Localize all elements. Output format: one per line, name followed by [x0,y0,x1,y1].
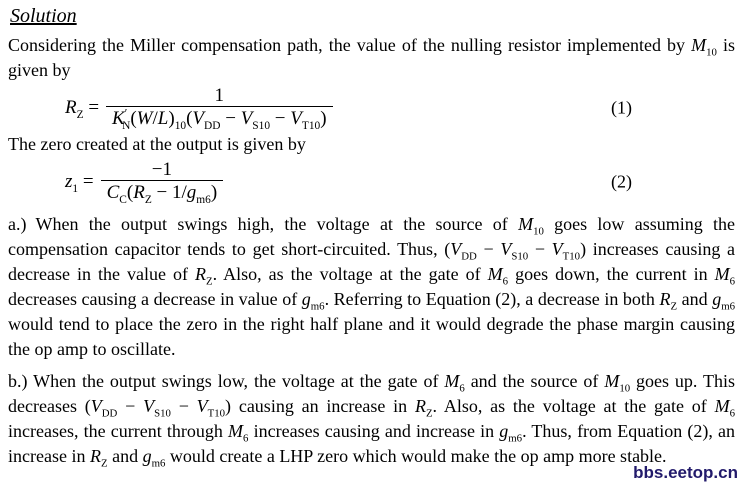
equation-2-numerator: −1 [151,159,172,180]
equation-2-denominator: $C_C(R_Z - 1/g_{m6})$ [101,180,224,205]
equation-2-fraction [101,159,224,205]
paragraph-a: a.) When the output swings high, the voltage at the source of $M_{10}$ goes low assuming the compensation capacitor tends to get short-circuited. Thus, $(V_{DD} - V_{S10} - V_{T10})$ increases causing a decrease in the value of $R_Z$. Also, as the voltage at the gate of $M_6$ goes down, the current in $M_6$ decreases causing a decrease in value of $g_{m6}$. Referring to Equation (2), a decrease in both $R_Z$ and $g_{m6}$ would tend to place the zero in the right half plane and it would degrade the phase margin causing the op amp to oscillate. [8,214,736,359]
paragraph-b: b.) When the output swings low, the voltage at the gate of $M_6$ and the source of $M_{10}$ goes up. This decreases $(V_{DD} - V_{S10} - V_{T10})$ causing an increase in $R_Z$. Also, as the voltage at the gate of $M_6$ increases, the current through $M_6$ increases causing and increase in $g_{m6}$. Thus, from Equation (2), an increase in $R_Z$ and $g_{m6}$ would create a LHP zero which would make the op amp more stable. [8,371,736,470]
equation-2 [65,159,735,205]
equation-1-numerator: 1 [214,85,225,106]
intro-paragraph: Considering the Miller compensation path, the value of the nulling resistor implemented by $M_{10}$ is given by [8,35,735,80]
equation-2-lhs: $z_1$ = [65,171,94,195]
zero-statement: The zero created at the output is given by [8,134,306,154]
equation-2-number: (2) [611,171,632,192]
equation-1-number: (1) [611,97,632,118]
equation-1-lhs: $R_Z$ = [65,97,100,121]
solution-heading: Solution [10,5,77,27]
equation-1 [65,85,735,131]
watermark: bbs.eetop.cn [633,463,738,482]
equation-1-denominator: $K'_N(W/L)_{10}(V_{DD} - V_{S10} - V_{T10})$ [106,106,333,131]
equation-1-fraction [106,85,333,131]
